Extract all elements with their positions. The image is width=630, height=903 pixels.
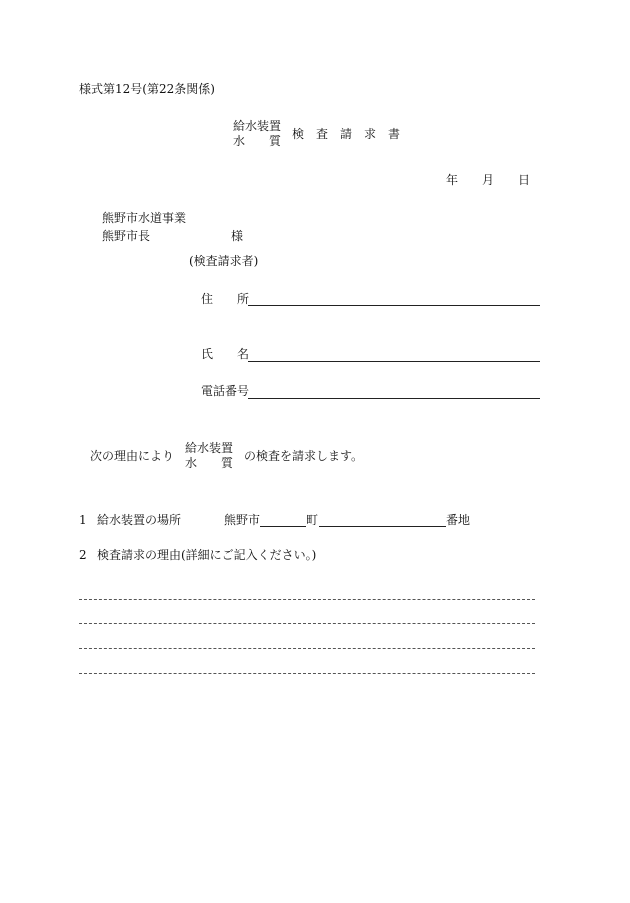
addressee-honorific: 様 xyxy=(231,229,244,243)
town-field[interactable] xyxy=(260,526,306,527)
page-title: 検 査 請 求 書 xyxy=(292,127,401,141)
item1-number: 1 xyxy=(79,513,87,527)
item1-town: 町 xyxy=(306,513,319,527)
reason-line[interactable] xyxy=(79,599,535,600)
name-field[interactable] xyxy=(248,361,540,362)
addressee-mayor: 熊野市長 xyxy=(102,229,151,243)
reason-line[interactable] xyxy=(79,648,535,649)
request-option-water-supply: 給水装置 xyxy=(185,441,234,455)
request-prefix: 次の理由により xyxy=(90,449,175,463)
item2-number: 2 xyxy=(79,548,87,562)
request-options xyxy=(185,441,233,471)
title-option-water-supply: 給水装置 xyxy=(233,119,282,133)
name-label: 氏 名 xyxy=(201,347,250,361)
date-day-label: 日 xyxy=(518,173,531,187)
title-option-water-quality: 水 質 xyxy=(233,134,282,148)
phone-field[interactable] xyxy=(248,398,540,399)
item1-lot: 番地 xyxy=(446,513,471,527)
item1-label: 給水装置の場所 xyxy=(97,513,182,527)
address-label: 住 所 xyxy=(201,292,250,306)
phone-label: 電話番号 xyxy=(201,384,250,398)
address-field[interactable] xyxy=(248,305,540,306)
item1-city: 熊野市 xyxy=(224,513,261,527)
reason-line[interactable] xyxy=(79,673,535,674)
request-suffix: の検査を請求します。 xyxy=(244,449,364,463)
request-option-water-quality: 水 質 xyxy=(185,456,234,470)
lot-field[interactable] xyxy=(319,526,446,527)
addressee-organization: 熊野市水道事業 xyxy=(102,211,187,225)
date-year-label: 年 xyxy=(446,173,459,187)
form-number: 様式第12号(第22条関係) xyxy=(79,82,215,96)
item2-label: 検査請求の理由(詳細にご記入ください。) xyxy=(97,548,317,562)
reason-line[interactable] xyxy=(79,623,535,624)
requester-heading: (検査請求者) xyxy=(189,254,259,268)
date-month-label: 月 xyxy=(482,173,495,187)
title-options xyxy=(233,119,281,149)
